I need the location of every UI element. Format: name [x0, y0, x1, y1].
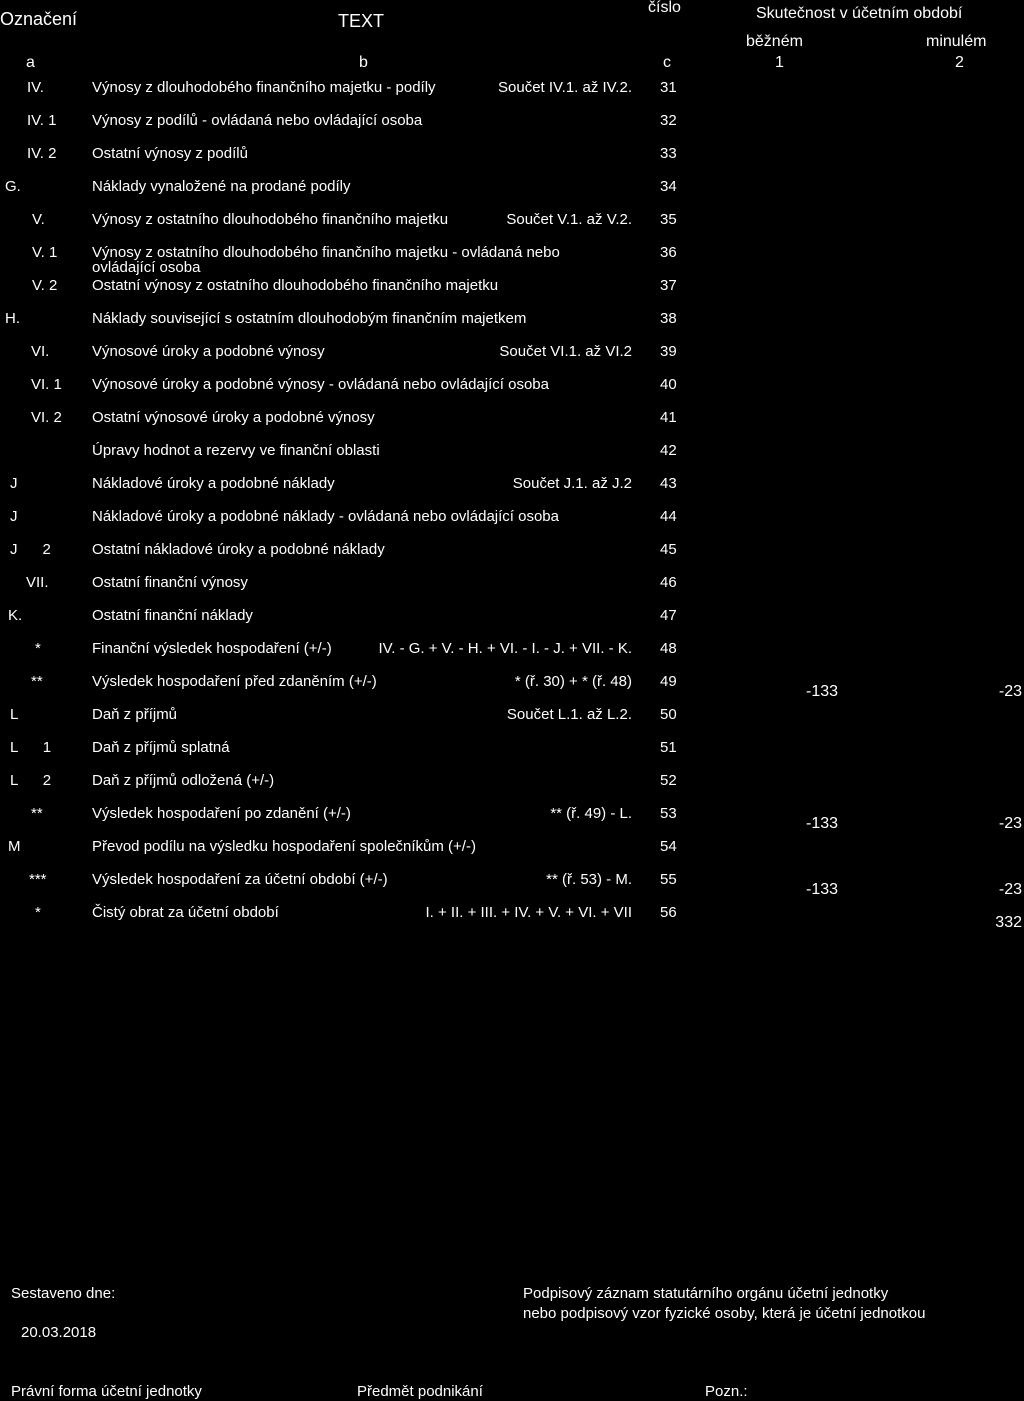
row-current-value: -133: [806, 881, 839, 898]
row-line-number: 40: [660, 376, 677, 393]
row-line-number: 48: [660, 640, 677, 657]
row-previous-value: -23: [998, 683, 1022, 700]
row-line-number: 42: [660, 442, 677, 459]
row-text: Daň z příjmů splatná: [92, 739, 230, 756]
row-mark: M: [8, 838, 21, 855]
row-line-number: 54: [660, 838, 677, 855]
header-letter-c: c: [663, 54, 671, 71]
row-line-number: 37: [660, 277, 677, 294]
row-mark: V. 2: [32, 277, 58, 294]
row-mark: VI. 2: [31, 409, 62, 426]
table-row: [0, 839, 1024, 859]
row-text: Výsledek hospodaření před zdaněním (+/-): [92, 673, 377, 690]
row-mark: ***: [29, 871, 47, 888]
row-text: Výsledek hospodaření za účetní období (+/-): [92, 871, 388, 888]
row-mark: **: [31, 805, 43, 822]
row-mark: L: [10, 706, 19, 723]
table-row: [0, 377, 1024, 397]
row-text: Výnosy z ostatního dlouhodobého finančního majetku - ovládaná nebo ovládající osoba: [92, 244, 560, 276]
row-mark: G.: [5, 178, 21, 195]
row-line-number: 31: [660, 79, 677, 96]
row-text: Finanční výsledek hospodaření (+/-): [92, 640, 332, 657]
table-row: [0, 212, 1024, 232]
table-row: [0, 410, 1024, 430]
row-mark: V.: [32, 211, 45, 228]
row-formula: ** (ř. 53) - M.: [546, 871, 632, 888]
note-label: Pozn.:: [705, 1383, 748, 1400]
row-line-number: 36: [660, 244, 677, 261]
header-current: běžném: [746, 33, 803, 50]
table-row: [0, 542, 1024, 562]
row-mark: *: [35, 904, 41, 921]
row-line-number: 50: [660, 706, 677, 723]
row-mark: H.: [5, 310, 20, 327]
table-row: [0, 608, 1024, 628]
row-line-number: 38: [660, 310, 677, 327]
row-mark: V. 1: [32, 244, 58, 261]
row-mark: IV.: [27, 79, 44, 96]
header-num-2: 2: [955, 54, 964, 71]
row-line-number: 35: [660, 211, 677, 228]
row-text: Daň z příjmů odložená (+/-): [92, 772, 275, 789]
row-formula: Součet VI.1. až VI.2: [499, 343, 632, 360]
row-text: Ostatní výnosové úroky a podobné výnosy: [92, 409, 375, 426]
row-formula: Součet L.1. až L.2.: [506, 706, 632, 723]
row-line-number: 46: [660, 574, 677, 591]
table-row: [0, 805, 1024, 832]
table-row: [0, 146, 1024, 166]
table-row: [0, 113, 1024, 133]
row-mark: VII.: [26, 574, 49, 591]
table-row: [0, 641, 1024, 661]
header-previous: minulém: [926, 33, 987, 50]
table-row: [0, 904, 1024, 931]
table-row: [0, 311, 1024, 331]
row-line-number: 32: [660, 112, 677, 129]
row-mark: VI. 1: [31, 376, 62, 393]
row-text: Nákladové úroky a podobné náklady: [92, 475, 335, 492]
row-line-number: 52: [660, 772, 677, 789]
row-text: Čistý obrat za účetní období: [92, 904, 279, 921]
row-text: Převod podílu na výsledku hospodaření společníkům (+/-): [92, 838, 476, 855]
row-mark: **: [31, 673, 43, 690]
row-formula: Součet IV.1. až IV.2.: [498, 79, 632, 96]
row-current-value: -133: [806, 683, 839, 700]
header-number: číslo: [648, 0, 681, 16]
row-text: Úpravy hodnot a rezervy ve finanční oblasti: [92, 442, 380, 459]
row-line-number: 41: [660, 409, 677, 426]
row-formula: I. + II. + III. + IV. + V. + VI. + VII: [425, 904, 632, 921]
header-actual: Skutečnost v účetním období: [756, 5, 963, 22]
table-row: [0, 179, 1024, 199]
table-row: [0, 244, 1024, 276]
row-line-number: 45: [660, 541, 677, 558]
signature-line-1: Podpisový záznam statutárního orgánu účetní jednotky: [523, 1285, 889, 1302]
row-mark: J 2: [10, 541, 51, 558]
header-text: TEXT: [338, 11, 385, 31]
row-mark: K.: [8, 607, 23, 624]
header-letter-a: a: [26, 54, 35, 71]
row-previous-value: -23: [998, 815, 1022, 832]
table-row: [0, 80, 1024, 100]
row-formula: ** (ř. 49) - L.: [550, 805, 632, 822]
table-row: [0, 871, 1024, 898]
row-mark: J: [10, 508, 18, 525]
row-text: Nákladové úroky a podobné náklady - ovládaná nebo ovládající osoba: [92, 508, 559, 525]
row-formula: IV. - G. + V. - H. + VI. - I. - J. + VII. - K.: [378, 640, 632, 657]
row-text: Výnosy z dlouhodobého finančního majetku - podíly: [92, 79, 436, 96]
row-mark: IV. 2: [27, 145, 57, 162]
header-designation: Označení: [0, 9, 78, 29]
row-mark: L 1: [10, 739, 52, 756]
row-text: Výnosové úroky a podobné výnosy - ovládaná nebo ovládající osoba: [92, 376, 549, 393]
row-mark: *: [35, 640, 41, 657]
row-text: Daň z příjmů: [92, 706, 178, 723]
row-line-number: 53: [660, 805, 677, 822]
compiled-date: 20.03.2018: [21, 1324, 97, 1341]
row-mark: VI.: [31, 343, 50, 360]
row-formula: Součet J.1. až J.2: [512, 475, 632, 492]
table-row: [0, 344, 1024, 364]
row-text: Ostatní výnosy z podílů: [92, 145, 248, 162]
row-formula: Součet V.1. až V.2.: [506, 211, 632, 228]
row-text: Náklady související s ostatním dlouhodobým finančním majetkem: [92, 310, 527, 327]
row-mark: IV. 1: [27, 112, 57, 129]
row-formula: * (ř. 30) + * (ř. 48): [514, 673, 632, 690]
table-row: [0, 509, 1024, 529]
signature-line-2: nebo podpisový vzor fyzické osoby, která je účetní jednotkou: [523, 1305, 926, 1322]
row-line-number: 44: [660, 508, 677, 525]
row-current-value: -133: [806, 815, 839, 832]
row-text: Výnosové úroky a podobné výnosy: [92, 343, 325, 360]
row-text: Ostatní výnosy z ostatního dlouhodobého finančního majetku: [92, 277, 499, 294]
header-num-1: 1: [775, 54, 784, 71]
row-previous-value: 332: [995, 914, 1022, 931]
row-mark: L 2: [10, 772, 52, 789]
table-row: [0, 575, 1024, 595]
row-text: Výnosy z ostatního dlouhodobého finančního majetku: [92, 211, 449, 228]
table-row: [0, 740, 1024, 760]
table-row: [0, 476, 1024, 496]
row-line-number: 39: [660, 343, 677, 360]
row-line-number: 49: [660, 673, 677, 690]
row-line-number: 43: [660, 475, 677, 492]
table-row: [0, 707, 1024, 727]
row-text: Náklady vynaložené na prodané podíly: [92, 178, 351, 195]
row-text: Výsledek hospodaření po zdanění (+/-): [92, 805, 351, 822]
row-line-number: 33: [660, 145, 677, 162]
table-row: [0, 443, 1024, 463]
row-line-number: 34: [660, 178, 677, 195]
row-line-number: 55: [660, 871, 677, 888]
row-mark: J: [10, 475, 18, 492]
business-label: Předmět podnikání: [357, 1383, 483, 1400]
row-text: Ostatní nákladové úroky a podobné náklady: [92, 541, 385, 558]
table-row: [0, 278, 1024, 298]
row-previous-value: -23: [998, 881, 1022, 898]
table-row: [0, 773, 1024, 793]
row-text: Výnosy z podílů - ovládaná nebo ovládající osoba: [92, 112, 423, 129]
row-text: Ostatní finanční náklady: [92, 607, 253, 624]
row-text: Ostatní finanční výnosy: [92, 574, 248, 591]
header-letter-b: b: [359, 54, 368, 71]
compiled-label: Sestaveno dne:: [11, 1285, 116, 1302]
legal-form-label: Právní forma účetní jednotky: [11, 1383, 202, 1400]
table-row: [0, 673, 1024, 700]
row-line-number: 51: [660, 739, 677, 756]
row-line-number: 56: [660, 904, 677, 921]
row-line-number: 47: [660, 607, 677, 624]
